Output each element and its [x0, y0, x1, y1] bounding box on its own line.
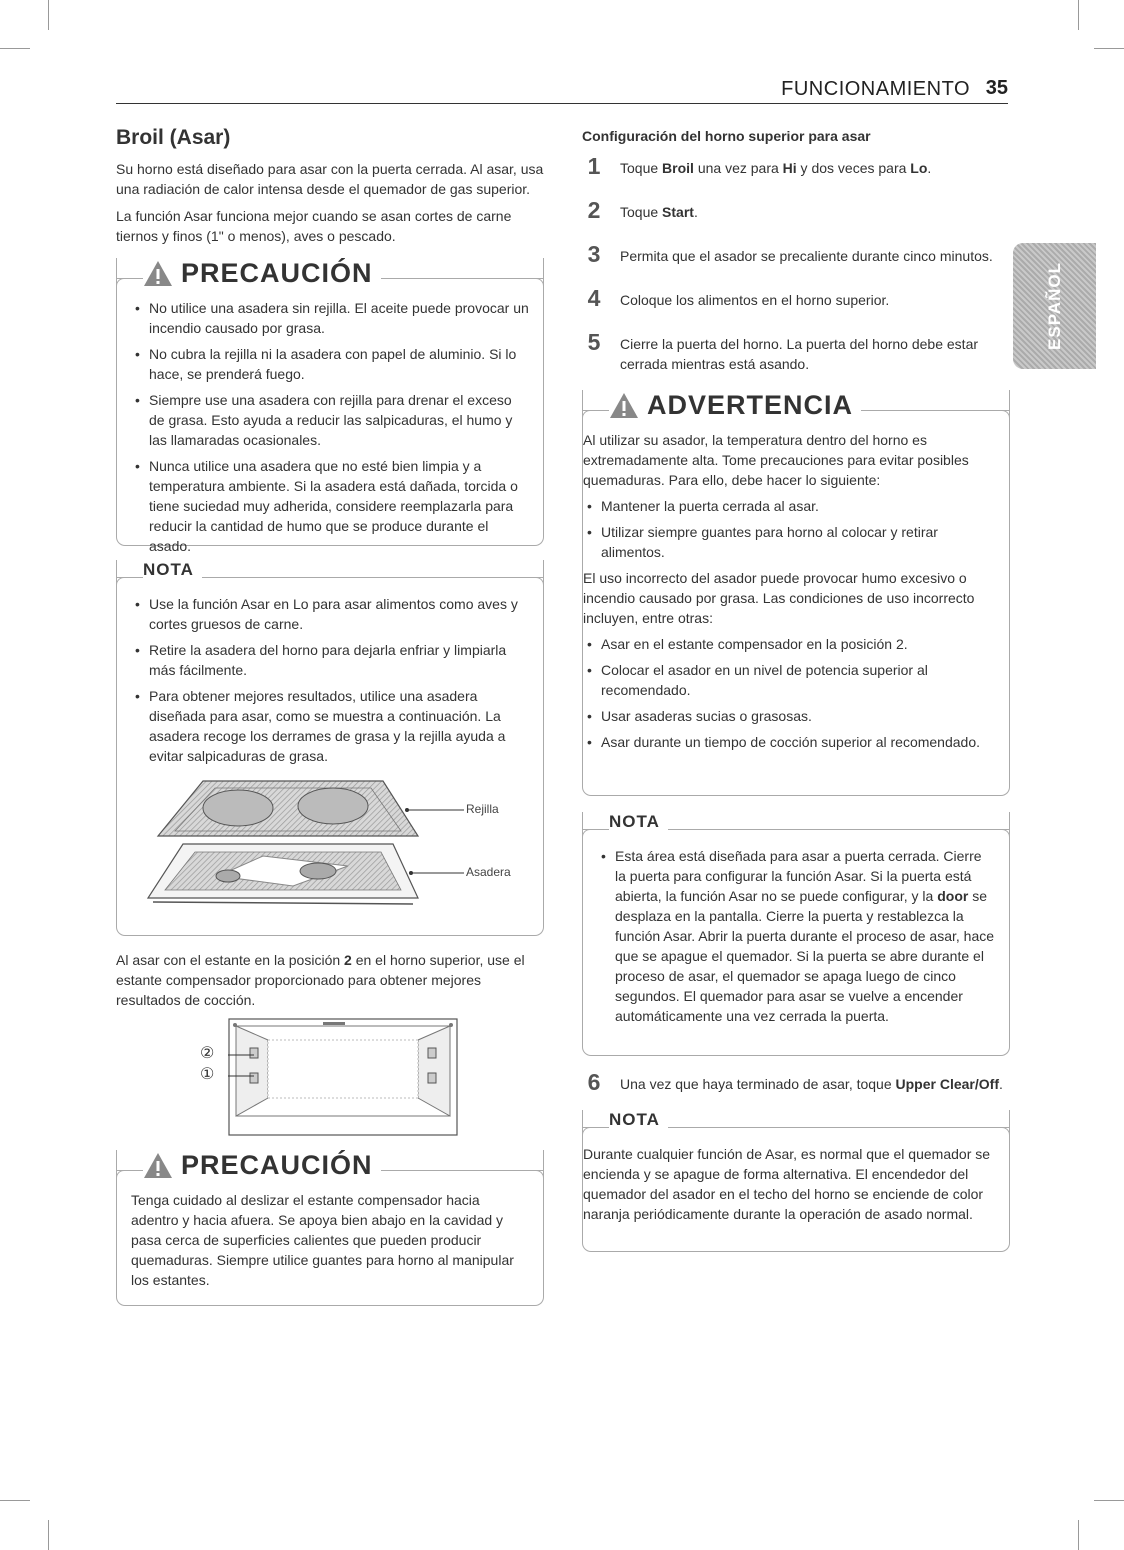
list-item: • Asar durante un tiempo de cocción superior al recomendado. [583, 732, 995, 752]
step: 2 Toque Start. [582, 202, 1010, 232]
leader-lines [389, 776, 489, 916]
page-number: 35 [985, 77, 1008, 99]
warning-box [582, 390, 1010, 796]
list-item: • No cubra la rejilla ni la asadera con papel de aluminio. Si lo hace, se prenderá fuego. [131, 344, 529, 384]
intro-paragraph: Su horno está diseñado para asar con la puerta cerrada. Al asar, usa una radiación de calor intensa desde el quemador de gas superior. [116, 161, 544, 197]
list-item: • Siempre use una asadera con rejilla para drenar el exceso de grasa. Esto ayuda a reducir las salpicaduras, el humo y las llamaradas ocasionales. [131, 390, 529, 450]
warning-label: ADVERTENCIA [647, 390, 854, 420]
warning-intro: Al utilizar su asador, la temperatura dentro del horno es extremadamente alta. Tome precauciones para evitar posibles quemaduras. Para ello, debe hacer lo siguiente: [583, 432, 969, 488]
warning-icon [143, 1152, 173, 1179]
list-item: • Use la función Asar en Lo para asar alimentos como aves y cortes gruesos de carne. [131, 594, 529, 634]
step-number: 4 [587, 285, 601, 311]
pan-label: Asadera [466, 865, 511, 879]
section-heading: Broil (Asar) [116, 126, 231, 149]
caution-box [116, 1150, 544, 1306]
step: 6 Una vez que haya terminado de asar, toque Upper Clear/Off. [582, 1074, 1010, 1104]
section-title: FUNCIONAMIENTO [781, 78, 970, 100]
crop-mark [1094, 1500, 1124, 1501]
right-column [582, 128, 1010, 1252]
crop-mark [1078, 0, 1079, 30]
step-number: 1 [587, 153, 601, 179]
step-text: Cierre la puerta del horno. La puerta del horno debe estar cerrada mientras está asando. [620, 336, 979, 372]
oven-cavity-illustration [228, 1018, 458, 1136]
note-label: NOTA [143, 560, 194, 579]
oven-rack-figure [116, 1018, 544, 1138]
list-item: • Asar en el estante compensador en la posición 2. [583, 634, 995, 654]
list-item: • Esta área está diseñada para asar a puerta cerrada. Cierre la puerta para configurar la función Asar. Si la puerta está abierta, la función Asar no se puede configurar, y la door se desplaza en la pantalla. Cierre la puerta y restablezca la función Asar. Abrir la puerta durante el proceso de asar, hace que se apague el quemador. Si la puerta se abre durante el proceso de asar, el quemador se apaga luego de cinco segundos. El quemador para asar se vuelve a encender automáticamente una vez cerrada la puerta. [597, 846, 995, 1026]
crop-mark [0, 48, 30, 49]
step-text: Permita que el asador se precaliente durante cinco minutos. [620, 248, 993, 264]
crop-mark [48, 0, 49, 30]
note-label: NOTA [609, 1110, 660, 1129]
list-item: • Nunca utilice una asadera que no esté bien limpia y a temperatura ambiente. Si la asadera está dañada, torcida o tiene suciedad muy adherida, considere reemplazarla para reducir la cantidad de humo que se produce durante el asado. [131, 456, 529, 556]
step [582, 241, 1010, 276]
caution-text: Tenga cuidado al deslizar el estante compensador hacia adentro y hacia afuera. Se apoya bien abajo en la cavidad y pasa cerca de superficies calientes que pueden producir quemaduras. Siempre utilice guantes para horno al manipular los estantes. [131, 1192, 514, 1288]
step: 1 Toque Broil una vez para Hi y dos veces para Lo. [582, 158, 1010, 188]
step-number: 6 [587, 1069, 601, 1095]
crop-mark [0, 1500, 30, 1501]
intro-paragraph: La función Asar funciona mejor cuando se asan cortes de carne tiernos y finos (1" o menos), aves o pescado. [116, 208, 512, 244]
rack-paragraph: Al asar con el estante en la posición 2 en el horno superior, use el estante compensador proporcionado para obtener mejores resultados de cocción. [116, 952, 525, 1008]
crop-mark [48, 1520, 49, 1550]
note-box [582, 1110, 1010, 1252]
note-text: Durante cualquier función de Asar, es normal que el quemador se encienda y se apague de forma alternativa. El encendedor del quemador del asador en el techo del horno se enciende de color naranja periódicamente durante la operación de asado normal. [583, 1146, 991, 1222]
rack-label: Rejilla [466, 802, 499, 816]
step-number: 3 [587, 241, 601, 267]
broil-pan-figure [131, 776, 529, 916]
crop-mark [1078, 1520, 1079, 1550]
caution-label: PRECAUCIÓN [181, 1150, 373, 1180]
subsection-heading: Configuración del horno superior para asar [582, 128, 871, 144]
step-text: Coloque los alimentos en el horno superior. [620, 292, 890, 308]
page-header [116, 76, 1008, 104]
step-number: 5 [587, 329, 601, 355]
rack-position-1-label: ① [200, 1066, 215, 1083]
list-item: • Usar asaderas sucias o grasosas. [583, 706, 995, 726]
note-box [116, 560, 544, 936]
warning-middle: El uso incorrecto del asador puede provocar humo excesivo o incendio causado por grasa. Las condiciones de uso incorrecto incluyen, entre otras: [583, 570, 975, 626]
rack-position-2-label: ② [200, 1045, 215, 1062]
crop-mark [1094, 48, 1124, 49]
list-item: • No utilice una asadera sin rejilla. El aceite puede provocar un incendio causado por grasa. [131, 298, 529, 338]
step [582, 285, 1010, 320]
list-item: • Utilizar siempre guantes para horno al colocar y retirar alimentos. [583, 522, 995, 562]
language-tab-label: ESPAÑOL [1044, 262, 1064, 350]
list-item: • Colocar el asador en un nivel de potencia superior al recomendado. [583, 660, 995, 700]
step [582, 329, 1010, 374]
left-column [116, 126, 544, 1306]
list-item: • Para obtener mejores resultados, utilice una asadera diseñada para asar, como se muestra a continuación. La asadera recoge los derrames de grasa y la rejilla ayuda a evitar salpicaduras de grasa. [131, 686, 529, 766]
note-label: NOTA [609, 812, 660, 831]
warning-icon [609, 392, 639, 419]
list-item: • Retire la asadera del horno para dejarla enfriar y limpiarla más fácilmente. [131, 640, 529, 680]
list-item: • Mantener la puerta cerrada al asar. [583, 496, 995, 516]
language-tab [1013, 243, 1096, 369]
caution-box [116, 258, 544, 554]
warning-icon [143, 260, 173, 287]
note-box [582, 812, 1010, 1056]
step-number: 2 [587, 197, 601, 223]
caution-label: PRECAUCIÓN [181, 258, 373, 288]
